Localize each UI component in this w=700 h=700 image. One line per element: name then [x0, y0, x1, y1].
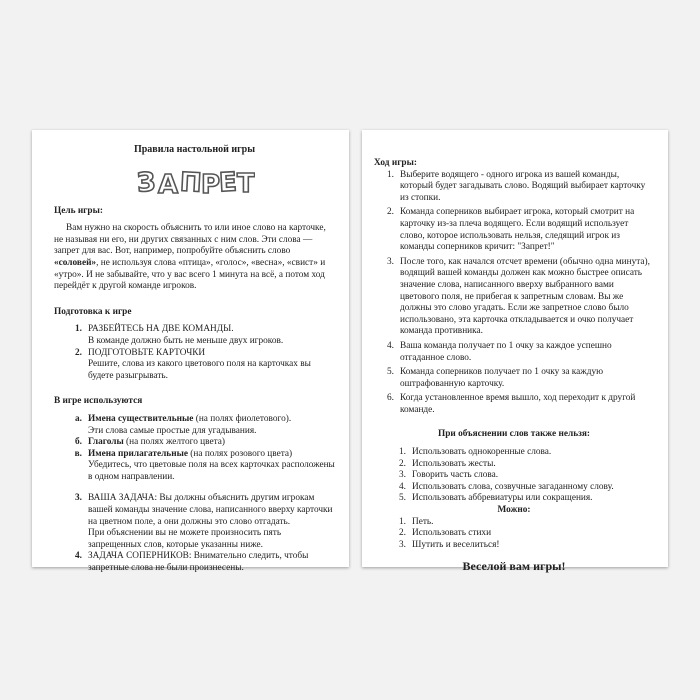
allowed-heading: Можно:: [497, 505, 531, 516]
allowed-list: [374, 517, 654, 552]
prep-item-1-text: В команде должно быть не меньше двух игроков.: [88, 335, 284, 346]
left-page: [32, 130, 349, 574]
forbidden-heading: При объяснении слов также нельзя:: [438, 429, 590, 440]
used-item-c: в. Имена прилагательные (на полях розового цвета): [74, 448, 293, 459]
used-item-a: а. Имена существительные (на полях фиолетового).: [75, 413, 292, 424]
forbidden-item: 4. Использовать слова, созвучные загаданному слову.: [399, 481, 614, 492]
prep-item-2-text: Решите, слова из какого цветового поля на карточках вы будете разыгрывать.: [88, 359, 311, 381]
closing-line: Веселой вам игры!: [462, 559, 566, 574]
used-heading: В игре используются: [54, 396, 143, 407]
forbidden-item: 1. Использовать однокоренные слова.: [399, 447, 552, 458]
prep-heading: Подготовка к игре: [54, 306, 132, 317]
step-item: 1. Выберите водящего - одного игрока из вашей команды, который будет загадывать слово. Водящий выбирает карточку из стопки.: [387, 169, 646, 203]
task-3-extra: При объяснении вы не можете произносить пять запрещенных слов, которые указанны ниже.: [88, 528, 282, 550]
allowed-item: 2. Использовать стихи: [399, 528, 492, 539]
svg-text:Т: Т: [236, 168, 255, 199]
svg-text:Р: Р: [200, 169, 220, 200]
allowed-item: 1. Петь.: [399, 516, 434, 527]
step-item: 4. Ваша команда получает по 1 очку за каждое успешно отгаданное слово.: [387, 340, 612, 363]
step-item: 3. После того, как начался отсчет времени (обычно одна минута), водящий вашей команды должен как можно быстрее описать значение слова, написанного вверху выбранного вами цветового поля, не прибегая к запретным словам. Вы же должны это слово угадать. Если же запретное слово было использовано, эта карточка откладывается и очко получает команда противника.: [387, 256, 650, 337]
rules-title: Правила настольной игры: [133, 144, 256, 155]
svg-text:П: П: [178, 167, 202, 199]
used-item-b: б. Глаголы (на полях желтого цвета): [75, 437, 226, 448]
svg-text:З: З: [135, 167, 157, 199]
used-item-c-text: Убедитесь, что цветовые поля на всех карточках расположены в одном направлении.: [88, 460, 335, 482]
forbidden-item: 3. Говорить часть слова.: [399, 470, 499, 481]
step-item: 5. Команда соперников получает по 1 очку за каждую оштрафованную карточку.: [387, 367, 604, 389]
course-heading: Ход игры:: [374, 158, 417, 168]
steps-list: [374, 170, 654, 417]
forbidden-item: 5. Использовать аббревиатуры или сокращения.: [399, 493, 593, 504]
logo-letters: [135, 162, 255, 200]
svg-text:А: А: [157, 169, 178, 200]
right-page: [362, 130, 668, 574]
forbidden-list: [374, 447, 654, 505]
game-logo: [54, 162, 335, 202]
svg-text:Е: Е: [217, 167, 238, 198]
allowed-item: 3. Шутить и веселиться!: [399, 539, 500, 550]
forbidden-item: 2. Использовать жесты.: [399, 458, 496, 469]
prep-item-1: 1. РАЗБЕЙТЕСЬ НА ДВЕ КОМАНДЫ.: [75, 324, 234, 335]
step-item: 6. Когда установленное время вышло, ход переходит к другой команде.: [387, 393, 636, 415]
task-3: 3. ВАША ЗАДАЧА: Вы должны объяснить другим игрокам вашей команды значение слова, написанного вверху карточки на цветном поле, а они должны это слово отгадать.: [75, 493, 333, 527]
prep-item-2: 2. ПОДГОТОВЬТЕ КАРТОЧКИ: [75, 347, 206, 358]
task-4: 4. ЗАДАЧА СОПЕРНИКОВ: Внимательно следить, чтобы запретные слова не были произнесены.: [75, 551, 309, 574]
step-item: 2. Команда соперников выбирает игрока, который смотрит на карточку из-за плеча водящего. Если водящий использует слово, которое использовать нельзя, следящий игрок из команды соперников кричит: "Запрет!": [387, 207, 635, 253]
goal-heading: Цель игры:: [54, 205, 103, 216]
used-item-a-text: Эти слова самые простые для угадывания.: [88, 425, 257, 436]
goal-paragraph: Вам нужно на скорость объяснить то или иное слово на карточке, не называя ни его, ни других связанных с ним слов. Эти слова — запрет для вас. Вот, например, попробуйте объяснить слово «соловей», не используя слова «птица», «голос», «весна», «свист» и «утро». И не забывайте, что у вас всего 1 минута на всё, а потом ход перейдёт к другой команде игроков.: [54, 223, 326, 292]
goal-example-word: «соловей»: [54, 257, 97, 268]
